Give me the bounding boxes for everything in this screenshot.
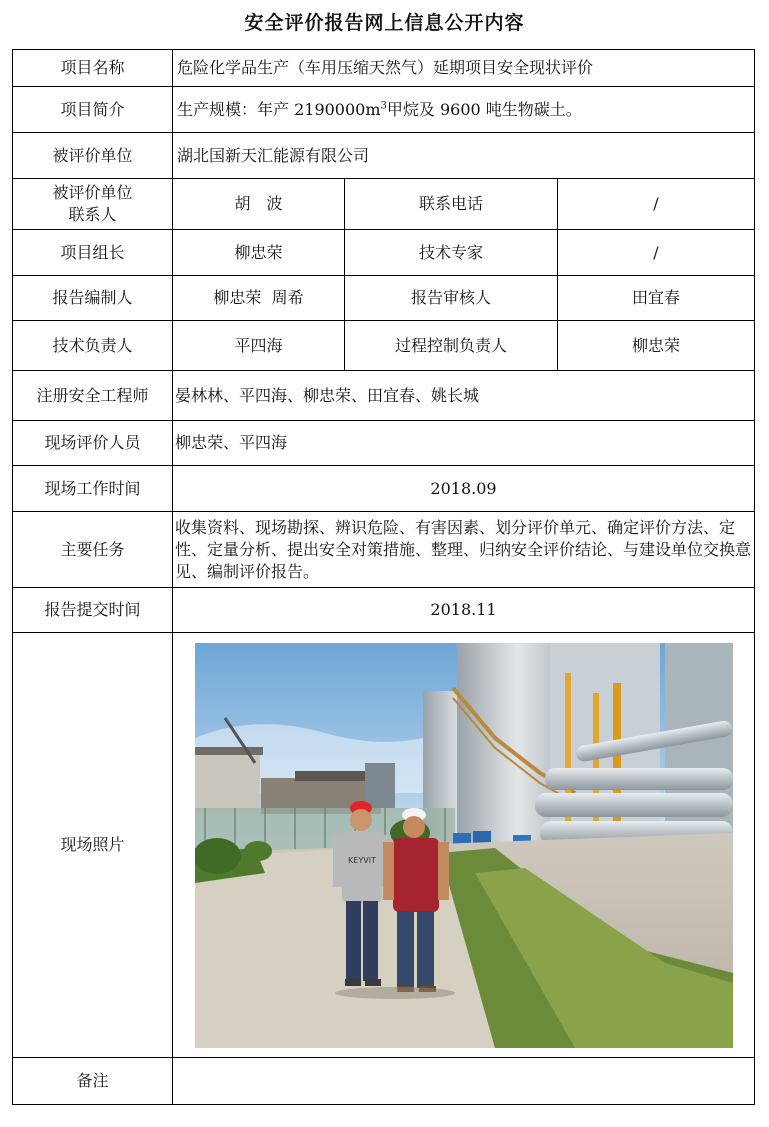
engineers-value: 晏林林、平四海、柳忠荣、田宜春、姚长城 xyxy=(173,371,755,421)
row-project-name xyxy=(13,50,755,87)
phone-label: 联系电话 xyxy=(345,179,558,230)
submit-time-value: 2018.11 xyxy=(173,588,755,633)
tech-lead-value: 平四海 xyxy=(173,321,345,371)
main-tasks-label: 主要任务 xyxy=(13,512,173,588)
contact-label-line1: 被评价单位 xyxy=(52,183,133,202)
report-author-label: 报告编制人 xyxy=(13,276,173,321)
row-engineers xyxy=(13,371,755,421)
row-tech-lead xyxy=(13,321,755,371)
reviewer-value: 田宜春 xyxy=(558,276,755,321)
process-label: 过程控制负责人 xyxy=(345,321,558,371)
info-table xyxy=(12,49,755,1105)
row-submit-time xyxy=(13,588,755,633)
phone-value: / xyxy=(558,179,755,230)
row-photo xyxy=(13,633,755,1058)
engineers-label: 注册安全工程师 xyxy=(13,371,173,421)
site-staff-value: 柳忠荣、平四海 xyxy=(173,421,755,466)
project-summary-value xyxy=(173,87,755,133)
site-time-label: 现场工作时间 xyxy=(13,466,173,512)
team-leader-label: 项目组长 xyxy=(13,230,173,276)
team-leader-value: 柳忠荣 xyxy=(173,230,345,276)
row-main-tasks xyxy=(13,512,755,588)
row-site-time xyxy=(13,466,755,512)
row-remarks xyxy=(13,1058,755,1105)
summary-text-a: 生产规模：年产 2190000m xyxy=(177,99,381,119)
summary-superscript: 3 xyxy=(380,100,387,112)
remarks-value xyxy=(173,1058,755,1105)
site-time-value: 2018.09 xyxy=(173,466,755,512)
site-staff-label: 现场评价人员 xyxy=(13,421,173,466)
submit-time-label: 报告提交时间 xyxy=(13,588,173,633)
remarks-label: 备注 xyxy=(13,1058,173,1105)
main-tasks-value: 收集资料、现场勘探、辨识危险、有害因素、划分评价单元、确定评价方法、定性、定量分析、提出安全对策措施、整理、归纳安全评价结论、与建设单位交换意见、编制评价报告。 xyxy=(173,512,755,588)
project-name-label: 项目名称 xyxy=(13,50,173,87)
project-summary-label: 项目简介 xyxy=(13,87,173,133)
page-title: 安全评价报告网上信息公开内容 xyxy=(244,12,525,34)
evaluated-unit-value: 湖北国新天汇能源有限公司 xyxy=(173,133,755,179)
row-project-summary xyxy=(13,87,755,133)
tech-lead-label: 技术负责人 xyxy=(13,321,173,371)
contact-value: 胡 波 xyxy=(173,179,345,230)
photo-label: 现场照片 xyxy=(13,633,173,1058)
project-name-value: 危险化学品生产（车用压缩天然气）延期项目安全现状评价 xyxy=(173,50,755,87)
reviewer-label: 报告审核人 xyxy=(345,276,558,321)
summary-text-b: 甲烷及 9600 吨生物碳土。 xyxy=(386,99,582,119)
report-author-value: 柳忠荣 周希 xyxy=(173,276,345,321)
photo-cell xyxy=(173,633,755,1058)
contact-label-line2: 联系人 xyxy=(68,205,117,224)
row-team-leader xyxy=(13,230,755,276)
evaluated-unit-label: 被评价单位 xyxy=(13,133,173,179)
expert-label: 技术专家 xyxy=(345,230,558,276)
contact-label xyxy=(13,179,173,230)
expert-value: / xyxy=(558,230,755,276)
site-photo xyxy=(195,643,733,1048)
row-site-staff xyxy=(13,421,755,466)
row-contact xyxy=(13,179,755,230)
row-evaluated-unit xyxy=(13,133,755,179)
shirt-text: KEYVIT xyxy=(347,855,376,865)
row-report-author xyxy=(13,276,755,321)
process-value: 柳忠荣 xyxy=(558,321,755,371)
